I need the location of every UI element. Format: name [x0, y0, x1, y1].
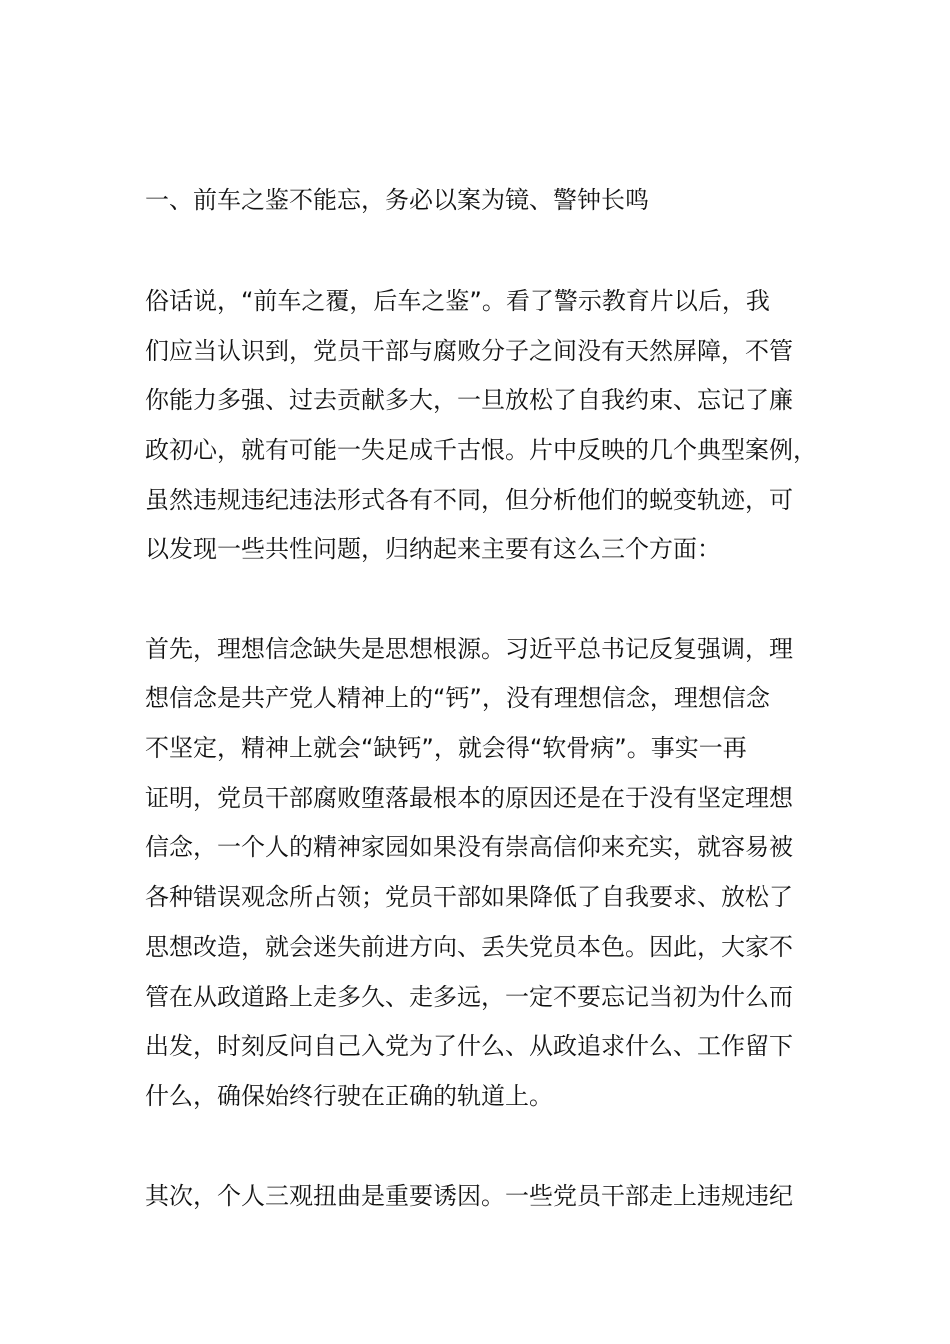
paragraph-2-line-4: 证明，党员干部腐败堕落最根本的原因还是在于没有坚定理想: [145, 784, 793, 812]
paragraph-2-line-5: 信念，一个人的精神家园如果没有崇高信仰来充实，就容易被: [145, 833, 793, 861]
paragraph-1-line-5: 虽然违规违纪违法形式各有不同，但分析他们的蜕变轨迹，可: [145, 486, 793, 514]
paragraph-2-line-9: 出发，时刻反问自己入党为了什么、从政追求什么、工作留下: [145, 1032, 793, 1060]
paragraph-2-line-6: 各种错误观念所占领；党员干部如果降低了自我要求、放松了: [145, 883, 793, 911]
section-heading: 一、前车之鉴不能忘，务必以案为镜、警钟长鸣: [145, 186, 649, 214]
paragraph-2-line-2: 想信念是共产党人精神上的“钙”，没有理想信念，理想信念: [145, 684, 770, 712]
paragraph-3-line-1: 其次，个人三观扭曲是重要诱因。一些党员干部走上违规违纪: [145, 1182, 793, 1210]
paragraph-2-line-3: 不坚定，精神上就会“缺钙”，就会得“软骨病”。事实一再: [145, 734, 747, 762]
paragraph-2-line-10: 什么，确保始终行驶在正确的轨道上。: [145, 1082, 553, 1110]
paragraph-1-line-4: 政初心，就有可能一失足成千古恨。片中反映的几个典型案例，: [145, 436, 817, 464]
paragraph-1-line-2: 们应当认识到，党员干部与腐败分子之间没有天然屏障，不管: [145, 337, 793, 365]
paragraph-1-line-3: 你能力多强、过去贡献多大，一旦放松了自我约束、忘记了廉: [145, 386, 793, 414]
paragraph-2-line-1: 首先，理想信念缺失是思想根源。习近平总书记反复强调，理: [145, 635, 793, 663]
paragraph-2-line-7: 思想改造，就会迷失前进方向、丢失党员本色。因此，大家不: [145, 933, 793, 961]
paragraph-2-line-8: 管在从政道路上走多久、走多远，一定不要忘记当初为什么而: [145, 983, 793, 1011]
paragraph-1-line-6: 以发现一些共性问题，归纳起来主要有这么三个方面：: [145, 535, 721, 563]
paragraph-1-line-1: 俗话说，“前车之覆，后车之鉴”。看了警示教育片以后，我: [145, 287, 770, 315]
